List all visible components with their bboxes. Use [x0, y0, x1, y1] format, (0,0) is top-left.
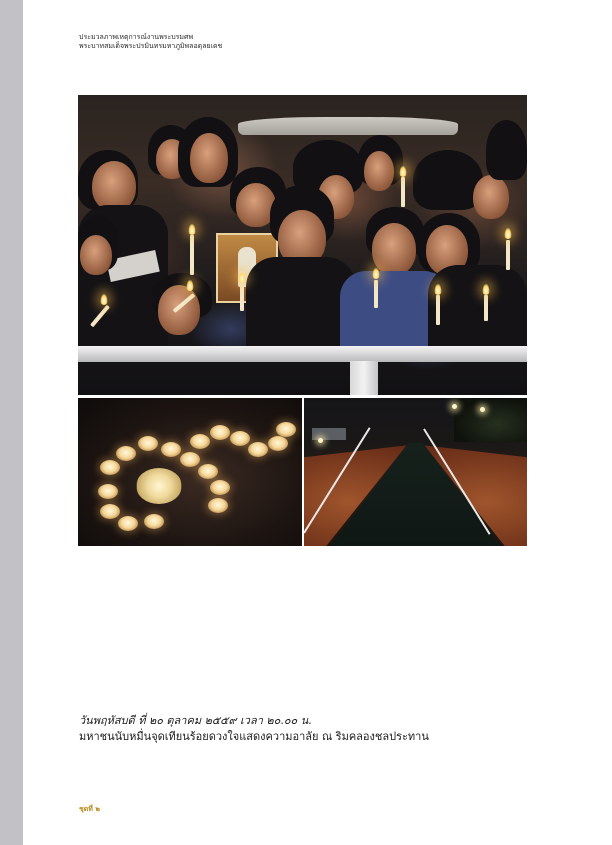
white-railing — [78, 346, 527, 362]
tealight — [210, 425, 230, 440]
tealight — [268, 436, 288, 451]
candle — [401, 177, 405, 207]
candle — [190, 235, 194, 275]
tealight — [100, 460, 120, 475]
photo-canal-night — [304, 398, 527, 546]
page-footer-label: ชุดที่ ๒ — [79, 805, 100, 813]
person-face — [190, 133, 228, 183]
tealight — [208, 498, 228, 513]
photo-caption — [79, 713, 539, 745]
tealight — [98, 484, 118, 499]
candle-flame — [238, 271, 246, 283]
photo-crowd-candles — [78, 95, 527, 395]
running-header — [79, 33, 379, 51]
tealight — [144, 514, 164, 529]
girl-body — [428, 265, 527, 355]
candle-flame — [504, 227, 512, 239]
tealight — [198, 464, 218, 479]
trees — [454, 398, 527, 442]
tealight — [118, 516, 138, 531]
person-face — [473, 175, 509, 219]
tealight — [161, 442, 181, 457]
person-hair — [486, 120, 527, 180]
tealight — [190, 434, 210, 449]
candle-flame — [399, 165, 407, 177]
person-face — [364, 151, 394, 191]
caption-description: มหาชนนับหมื่นจุดเทียนร้อยดวงใจแสดงความอาลัย ณ ริมคลองชลประทาน — [79, 730, 429, 743]
white-rose — [136, 468, 182, 504]
boy-face — [372, 223, 416, 275]
candle-flame — [482, 283, 490, 295]
tealight — [210, 480, 230, 495]
caption-date: วันพฤหัสบดี ที่ ๒๐ ตุลาคม ๒๕๕๙ เวลา ๒๐.๐๐ น. — [79, 714, 312, 727]
candle — [436, 295, 440, 325]
tealight — [116, 446, 136, 461]
candle-flame — [188, 223, 196, 235]
tealight — [276, 422, 296, 437]
candle — [484, 295, 488, 321]
person-face — [92, 161, 136, 211]
candle-flame — [434, 283, 442, 295]
railing-post — [350, 361, 378, 395]
streetlight — [480, 407, 485, 412]
tealight — [230, 431, 250, 446]
child-face — [80, 235, 112, 275]
tealight — [180, 452, 200, 467]
candle — [240, 283, 244, 311]
building — [312, 428, 346, 440]
tent-roof — [238, 117, 458, 135]
tealight — [100, 504, 120, 519]
candle — [506, 240, 510, 270]
candle-flame — [186, 279, 194, 291]
streetlight — [318, 438, 323, 443]
candle-flame — [100, 293, 108, 305]
header-line-2: พระบาทสมเด็จพระปรมินทรมหาภูมิพลอดุลยเดช — [79, 42, 223, 50]
child-face — [158, 285, 200, 335]
header-line-1: ประมวลภาพเหตุการณ์งานพระบรมศพ — [79, 33, 194, 41]
tealight — [248, 442, 268, 457]
candle — [374, 280, 378, 308]
candle-flame — [372, 267, 380, 279]
page-side-bar — [0, 0, 23, 845]
tealight — [138, 436, 158, 451]
streetlight — [452, 404, 457, 409]
photo-heart-candles — [78, 398, 302, 546]
